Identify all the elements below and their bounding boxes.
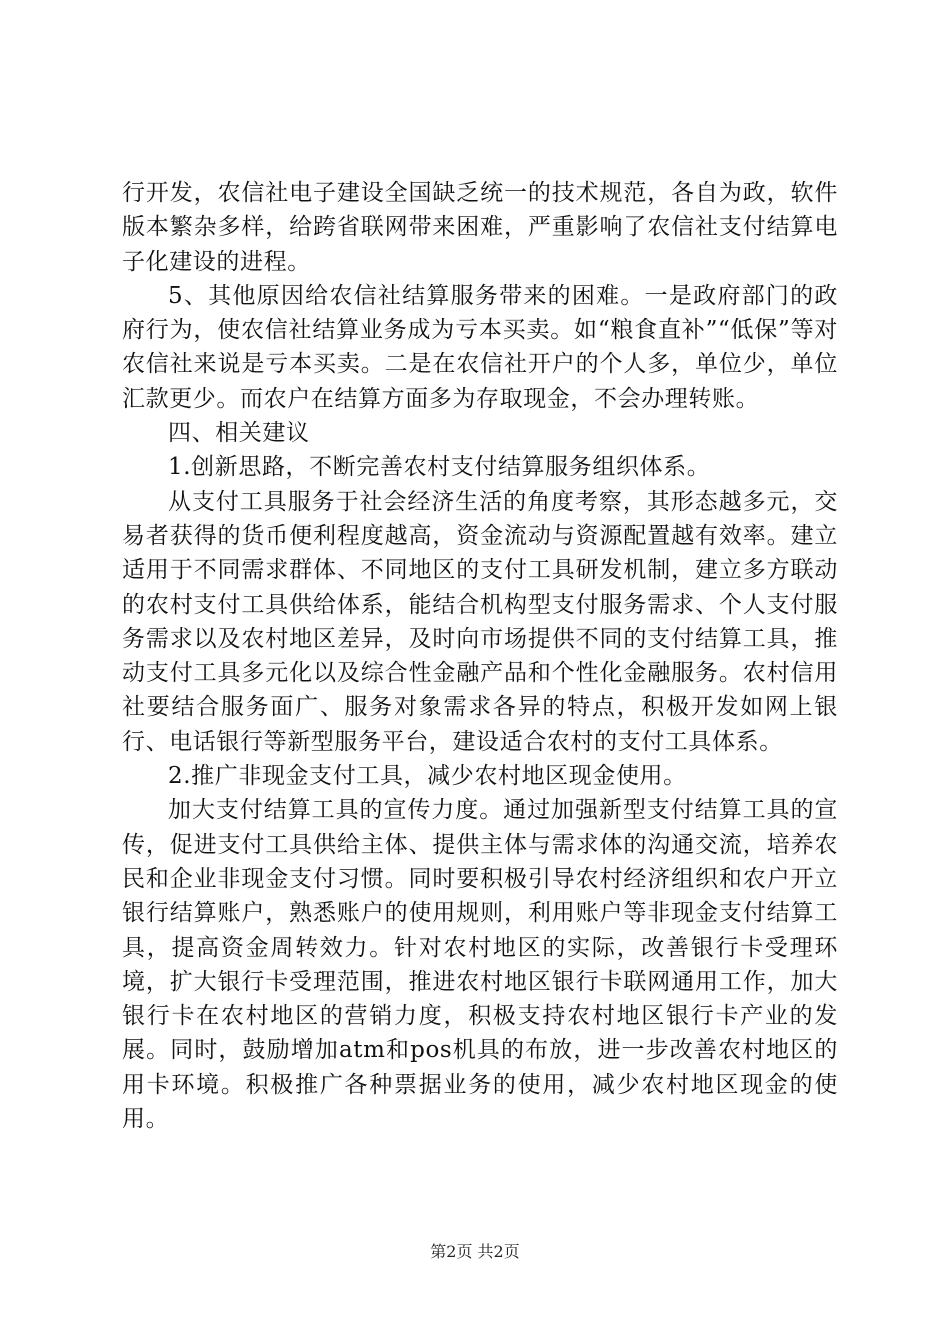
document-body [122, 176, 838, 1136]
paragraph-payment-tools: 从支付工具服务于社会经济生活的角度考察，其形态越多元，交易者获得的货币便利程度越高，资金流动与资源配置越有效率。建立适用于不同需求群体、不同地区的支付工具研发机制，建立多方联动的农村支付工具供给体系，能结合机构型支付服务需求、个人支付服务需求以及农村地区差异，及时向市场提供不同的支付结算工具，推动支付工具多元化以及综合性金融产品和个性化金融服务。农村信用社要结合服务面广、服务对象需求各异的特点，积极开发如网上银行、电话银行等新型服务平台，建设适合农村的支付工具体系。 [122, 488, 838, 755]
subheading-non-cash: 2.推广非现金支付工具，减少农村地区现金使用。 [168, 763, 687, 790]
page-footer: 第2页 共2页 [430, 1242, 520, 1261]
section-heading-suggestions: 四、相关建议 [168, 420, 310, 447]
paragraph-promotion: 加大支付结算工具的宣传力度。通过加强新型支付结算工具的宣传，促进支付工具供给主体、提供主体与需求体的沟通交流，培养农民和企业非现金支付习惯。同时要积极引导农村经济组织和农户开立银行结算账户，熟悉账户的使用规则，利用账户等非现金支付结算工具，提高资金周转效力。针对农村地区的实际，改善银行卡受理环境，扩大银行卡受理范围，推进农村地区银行卡联网通用工作，加大银行卡在农村地区的营销力度，积极支持农村地区银行卡产业的发展。同时，鼓励增加atm和pos机具的布放，进一步改善农村地区的用卡环境。积极推广各种票据业务的使用，减少农村地区现金的使用。 [122, 797, 838, 1133]
subheading-innovation: 1.创新思路，不断完善农村支付结算服务组织体系。 [168, 454, 711, 481]
paragraph-other-reasons: 5、其他原因给农信社结算服务带来的困难。一是政府部门的政府行为，使农信社结算业务成为亏本买卖。如“粮食直补”“低保”等对农信社来说是亏本买卖。二是在农信社开户的个人多，单位少，单位汇款更少。而农户在结算方面多为存取现金，不会办理转账。 [122, 282, 838, 412]
paragraph-continuation: 行开发，农信社电子建设全国缺乏统一的技术规范，各自为政，软件版本繁杂多样，给跨省联网带来困难，严重影响了农信社支付结算电子化建设的进程。 [122, 180, 838, 275]
